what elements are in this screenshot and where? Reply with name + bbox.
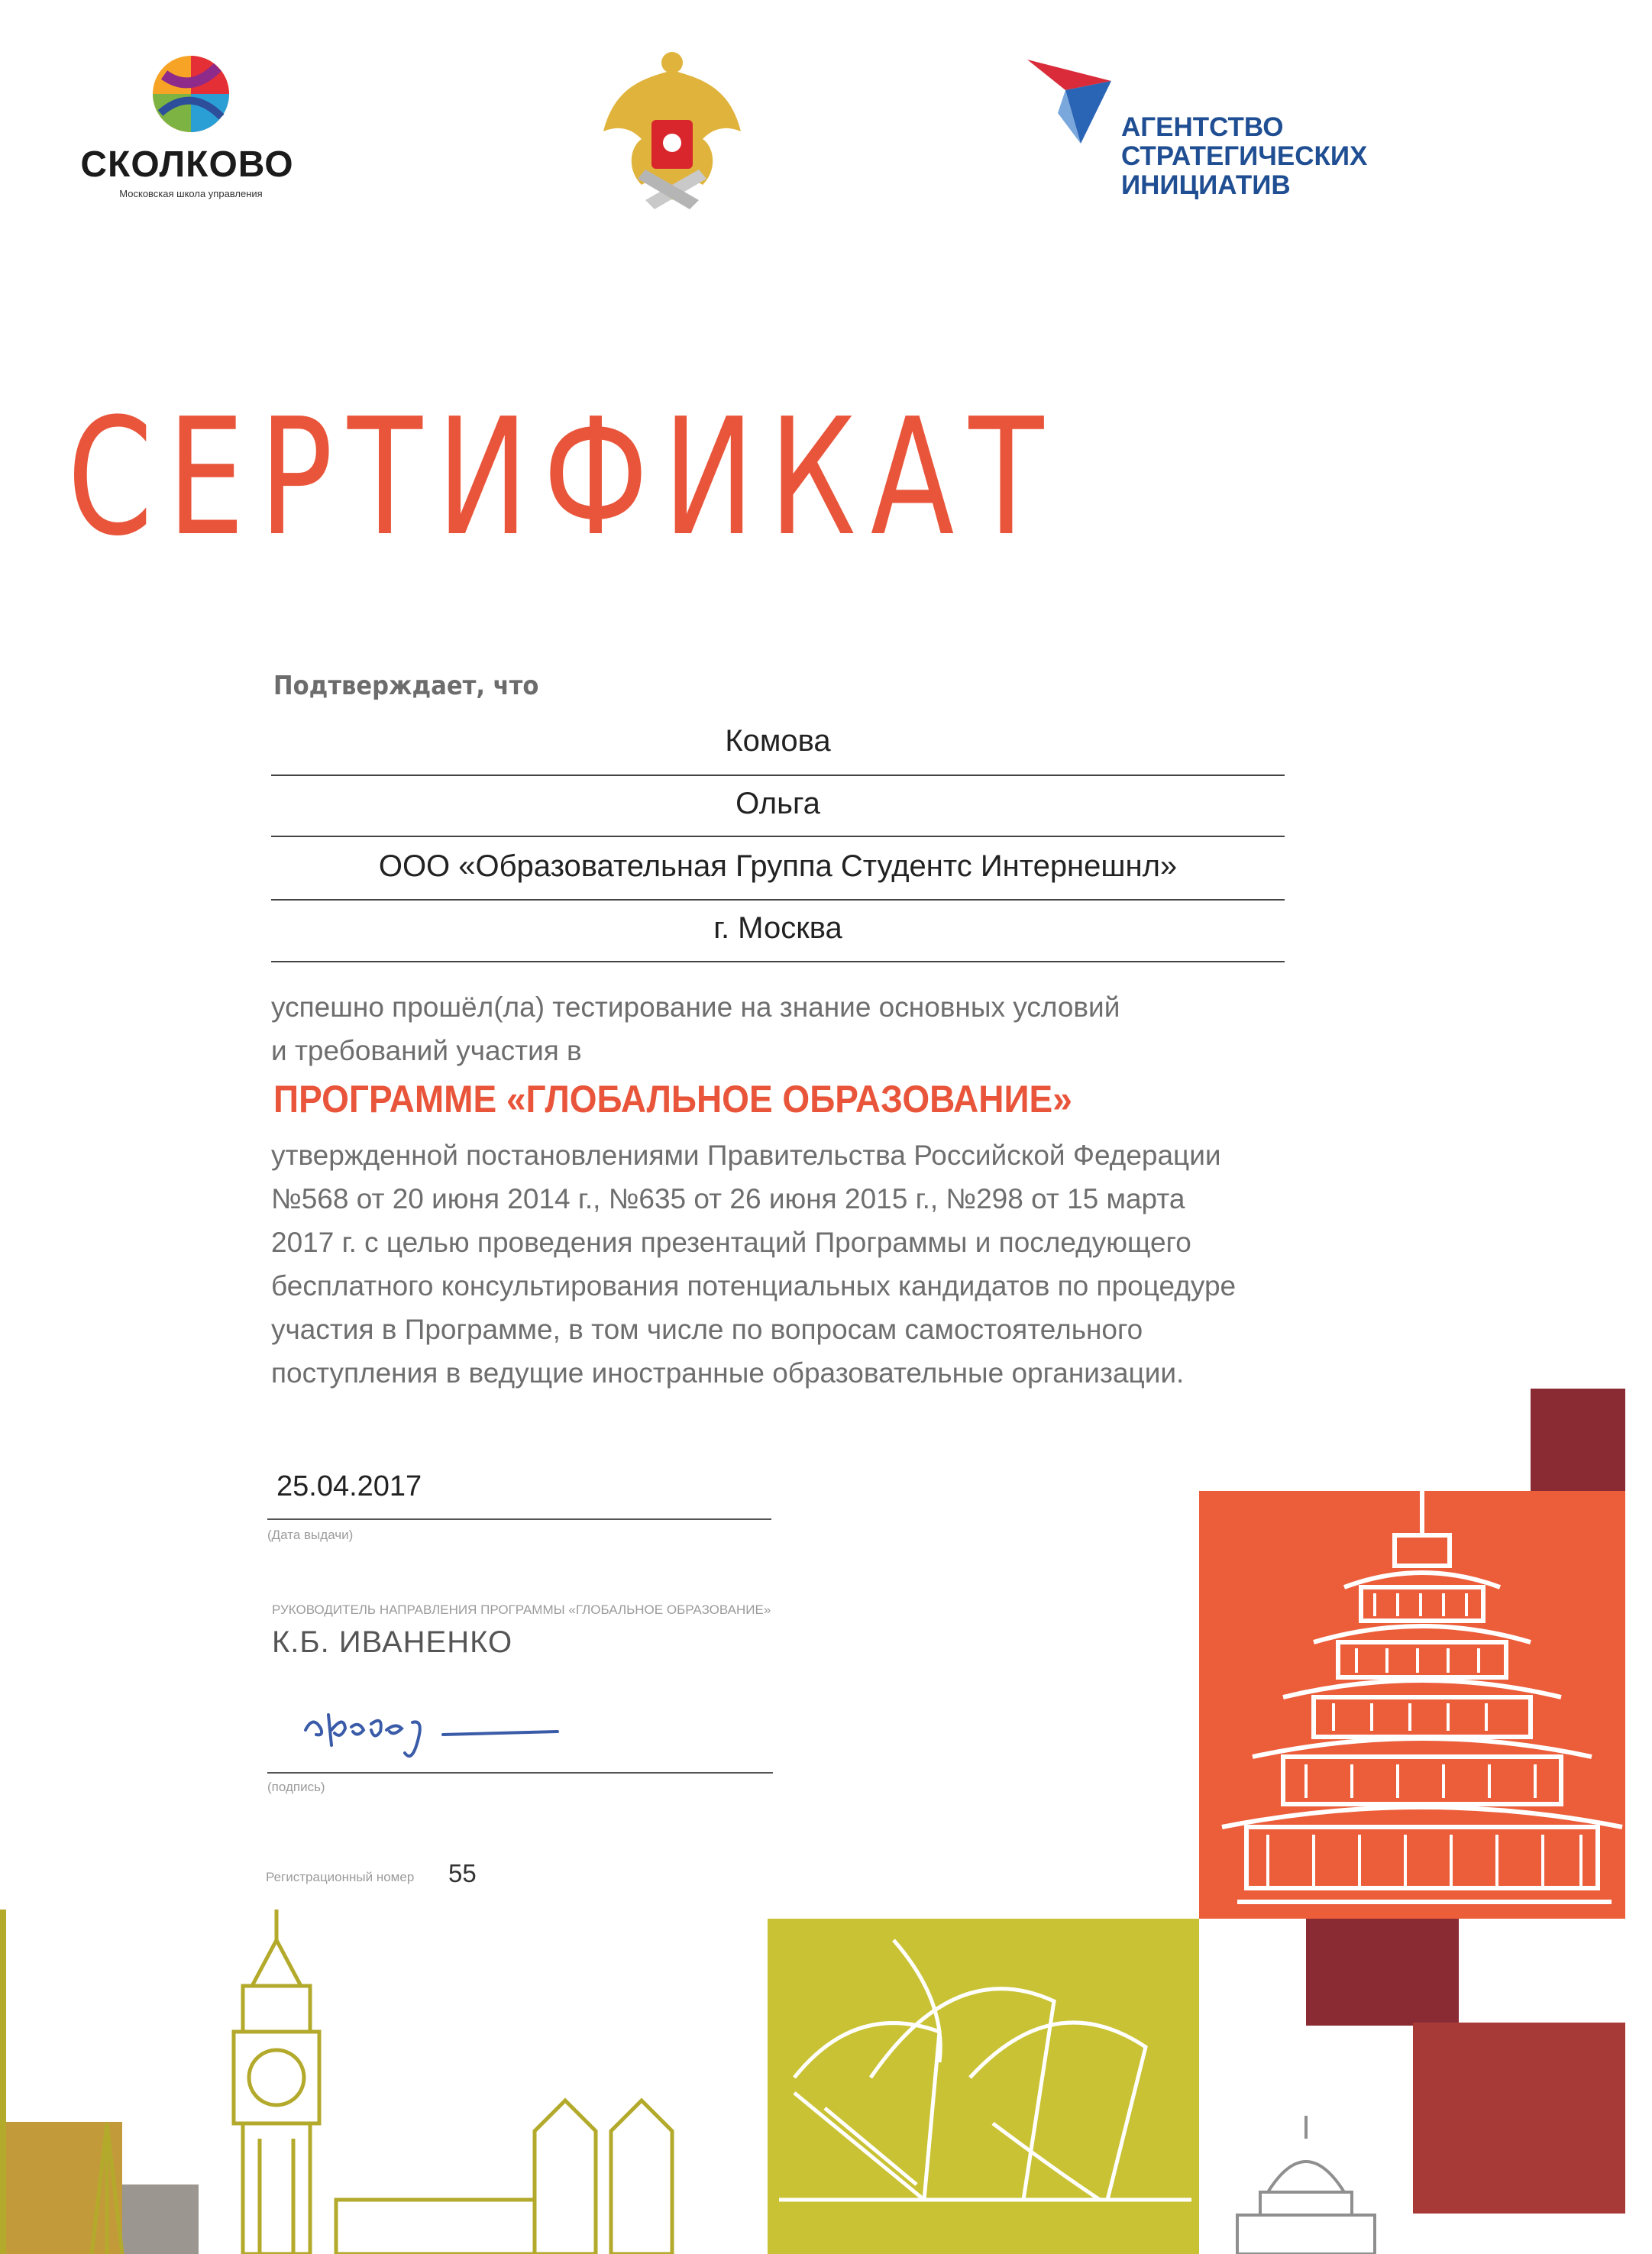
grey-block [122,2184,199,2254]
brick-block [1413,2023,1625,2214]
intro-text [271,985,1120,1072]
intro-line: успешно прошёл(ла) тестирование на знание основных условий [271,991,1120,1023]
description-line: поступления в ведущие иностранные образовательные организации. [271,1357,1185,1389]
signature-underline [267,1772,773,1774]
registration-label: Регистрационный номер [266,1870,415,1884]
handwritten-signature [298,1684,573,1776]
opera-house-illustration [768,1919,1199,2254]
recipient-surname: Комова [725,724,831,758]
date-underline [267,1518,771,1520]
skolkovo-logo-name: СКОЛКОВО [80,144,294,185]
skolkovo-logo-icon [149,52,233,136]
maroon-block-top [1531,1389,1625,1494]
recipient-name: Ольга [735,787,820,820]
asi-logo-line3: ИНИЦИАТИВ [1121,170,1291,200]
certificate-title: СЕРТИФИКАТ [67,383,1059,571]
russian-coat-of-arms-icon [600,47,745,231]
asi-logo-text [1121,113,1367,200]
head-position: РУКОВОДИТЕЛЬ НАПРАВЛЕНИЯ ПРОГРАММЫ «ГЛОБАЛЬНОЕ ОБРАЗОВАНИЕ» [272,1602,771,1617]
description-line: 2017 г. с целью проведения презентаций Программы и последующего [271,1227,1191,1258]
surname-underline [271,775,1285,776]
signature-caption: (подпись) [267,1780,325,1794]
city-underline [271,961,1285,962]
description-line: участия в Программе, в том числе по вопросам самостоятельного [271,1314,1143,1345]
recipient-organization: ООО «Образовательная Группа Студентс Интернешнл» [378,849,1178,883]
asi-logo-line1: АГЕНТСТВО [1121,112,1284,142]
description-line: утвержденной постановлениями Правительства Российской Федерации [271,1140,1221,1171]
recipient-city: г. Москва [713,911,842,945]
registration-number: 55 [448,1859,477,1887]
program-title: ПРОГРАММЕ «ГЛОБАЛЬНОЕ ОБРАЗОВАНИЕ» [273,1078,1072,1121]
asi-logo-line2: СТРАТЕГИЧЕСКИХ [1121,141,1368,171]
name-underline [271,836,1285,837]
head-name: К.Б. ИВАНЕНКО [272,1625,513,1659]
program-description [271,1133,1236,1395]
asi-logo-icon [1027,60,1111,144]
intro-line: и требований участия в [271,1035,582,1066]
skolkovo-logo-subtitle: Московская школа управления [119,188,263,199]
description-line: бесплатного консультирования потенциальных кандидатов по процедуре [271,1270,1237,1302]
description-line: №568 от 20 июня 2014 г., №635 от 26 июня 2015 г., №298 от 15 марта [271,1183,1185,1214]
issue-date: 25.04.2017 [276,1470,422,1502]
pagoda-illustration [1199,1489,1625,1919]
capitol-dome-illustration [1237,2116,1375,2254]
confirms-label: Подтверждает, что [273,671,539,701]
issue-date-caption: (Дата выдачи) [267,1528,354,1542]
organization-underline [271,899,1285,901]
maroon-block-mid [1306,1919,1459,2026]
